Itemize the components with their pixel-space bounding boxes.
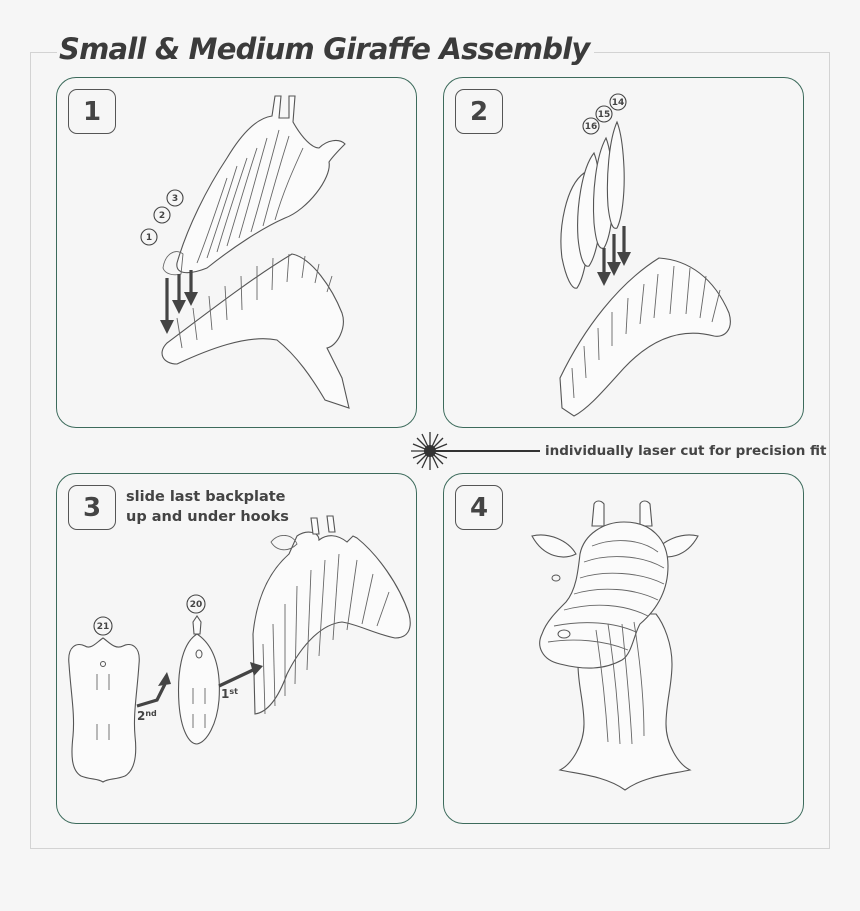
part-label-14: 14 (611, 98, 625, 108)
order-label-first (221, 687, 238, 701)
step-1-panel (56, 77, 417, 428)
order-first-suffix: st (229, 687, 238, 696)
part-label-3: 3 (171, 194, 179, 204)
laser-burst-icon (400, 428, 540, 474)
backplate-20 (179, 616, 220, 744)
part-label-21: 21 (96, 622, 110, 632)
backplate-21 (69, 638, 140, 782)
neck-assembly (560, 258, 730, 416)
order-second-suffix: nd (145, 709, 157, 718)
step-2-number: 2 (455, 89, 503, 134)
step-4-number: 4 (455, 485, 503, 530)
order-label-second (137, 709, 157, 723)
step-3-number: 3 (68, 485, 116, 530)
step-1-illustration (57, 78, 417, 428)
head-section-ribs (163, 96, 345, 275)
step-3-instruction-line-2: up and under hooks (126, 509, 289, 525)
order-first-number: 1 (221, 687, 230, 701)
part-label-1: 1 (145, 233, 153, 243)
step-3-panel (56, 473, 417, 824)
part-label-20: 20 (189, 600, 203, 610)
order-second-number: 2 (137, 709, 146, 723)
step-3-illustration (57, 474, 417, 824)
step-2-panel (443, 77, 804, 428)
step-4-panel (443, 473, 804, 824)
part-label-2: 2 (158, 211, 166, 221)
step-3-instruction-line-1: slide last backplate (126, 489, 286, 505)
step-4-illustration (444, 474, 804, 824)
page-title: Small & Medium Giraffe Assembly (57, 32, 594, 66)
head-assembled-side (253, 516, 410, 714)
step-2-illustration (444, 78, 804, 428)
part-label-16: 16 (584, 122, 598, 132)
mounted-giraffe-head (532, 501, 698, 790)
part-label-15: 15 (597, 110, 611, 120)
laser-note: individually laser cut for precision fit (545, 443, 827, 459)
step-1-number: 1 (68, 89, 116, 134)
